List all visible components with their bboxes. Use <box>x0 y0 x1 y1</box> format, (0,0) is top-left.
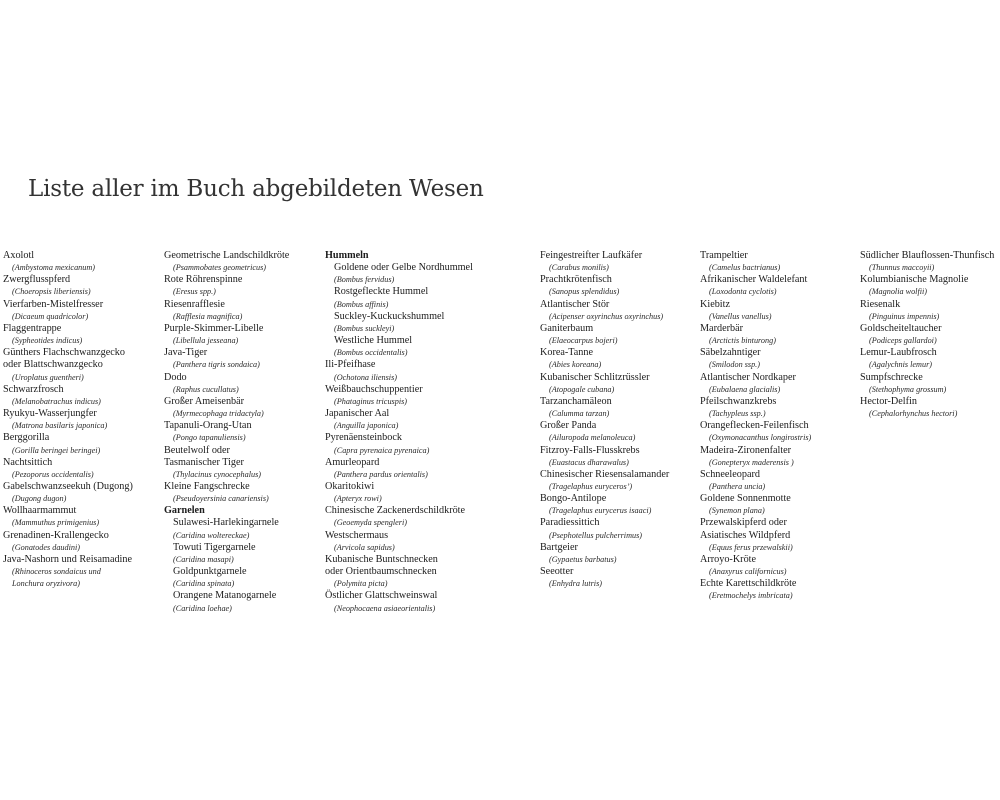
species-name: Tapanuli-Orang-Utan <box>164 420 252 432</box>
scientific-name: (Capra pyrenaica pyrenaica) <box>334 445 430 455</box>
scientific-name: (Thylacinus cynocephalus) <box>173 469 261 479</box>
species-name: Axolotl <box>3 250 35 261</box>
species-name: Goldscheiteltaucher <box>860 322 942 334</box>
scientific-name: (Pseudoyersinia canariensis) <box>173 494 269 504</box>
scientific-name: (Uroplatus guentheri) <box>12 372 84 382</box>
scientific-name: (Psammobates geometricus) <box>173 263 267 273</box>
species-name: Rostgefleckte Hummel <box>334 286 429 298</box>
species-column-4 <box>540 250 697 590</box>
scientific-name: (Tragelaphus euryceros’) <box>549 481 633 491</box>
species-name: Bartgeier <box>540 541 578 553</box>
species-name: Östlicher Glattschweinswal <box>325 590 438 602</box>
species-name: Kolumbianische Magnolie <box>860 274 969 286</box>
species-name: Orangene Matanogarnele <box>173 590 277 602</box>
species-name: Amurleopard <box>325 456 380 468</box>
scientific-name: (Gorilla beringei beringei) <box>12 445 101 455</box>
species-name: Trampeltier <box>700 250 748 261</box>
species-name: Flaggentrappe <box>3 322 62 334</box>
scientific-name: (Panthera uncia) <box>709 481 766 491</box>
scientific-name: (Psephotellus pulcherrimus) <box>549 530 643 540</box>
scientific-name: (Eresus spp.) <box>173 287 216 297</box>
scientific-name: (Acipenser oxyrinchus oxyrinchus) <box>549 311 664 321</box>
scientific-name: (Gypaetus barbatus) <box>549 554 617 564</box>
species-name: Paradiessittich <box>540 517 600 529</box>
scientific-name: (Arctictis binturong) <box>709 336 776 346</box>
scientific-name: (Bombus suckleyi) <box>334 323 395 333</box>
scientific-name: (Tachypleus ssp.) <box>709 409 766 419</box>
scientific-name: (Caridina woltereckae) <box>173 530 250 540</box>
species-name: Riesenrafflesie <box>164 298 225 310</box>
species-name: Feingestreifter Laufkäfer <box>540 250 643 261</box>
species-name: Nachtsittich <box>3 456 53 468</box>
species-name: Südlicher Blauflossen-Thunfisch <box>860 250 995 261</box>
scientific-name: (Ailuropoda melanoleuca) <box>549 433 636 443</box>
scientific-name: (Choeropsis liberiensis) <box>12 287 91 297</box>
species-name: Fitzroy-Falls-Flusskrebs <box>540 444 640 456</box>
scientific-name: (Agalychnis lemur) <box>869 360 932 370</box>
scientific-name: (Cephalorhynchus hectori) <box>869 409 958 419</box>
scientific-name: (Eubalaena glacialis) <box>709 384 781 394</box>
scientific-name: (Libellula jesseana) <box>173 336 239 346</box>
scientific-name: (Dicaeum quadricolor) <box>12 311 89 321</box>
scientific-name: (Euastacus dharawalus) <box>549 457 629 467</box>
scientific-name: (Dugong dugon) <box>12 494 67 504</box>
scientific-name: (Tragelaphus eurycerus isaaci) <box>549 506 652 516</box>
scientific-name: (Enhydra lutris) <box>549 579 602 589</box>
species-name: Purple-Skimmer-Libelle <box>164 322 264 334</box>
scientific-name: (Matrona basilaris japonica) <box>12 421 108 431</box>
species-name: Wollhaarmammut <box>3 505 77 517</box>
scientific-name: (Myrmecophaga tridactyla) <box>173 409 264 419</box>
species-name: Lemur-Laubfrosch <box>860 347 937 359</box>
scientific-name: (Elaeocarpus bojeri) <box>549 336 618 346</box>
scientific-name: (Rhinoceros sondaicus und <box>12 567 101 577</box>
scientific-name: (Bombus fervidus) <box>334 275 395 285</box>
scientific-name: (Bombus affinis) <box>334 299 389 309</box>
species-name: Weißbauchschuppentier <box>325 383 423 395</box>
scientific-name: (Gonatodes daudini) <box>12 542 80 552</box>
species-column-2 <box>164 250 322 615</box>
scientific-name: (Podiceps gallardoi) <box>869 336 937 346</box>
species-name: Prachtkrötenfisch <box>540 274 612 286</box>
species-name: Zwergflusspferd <box>3 274 71 286</box>
species-name: Bongo-Antilope <box>540 493 607 505</box>
scientific-name: (Pinguinus impennis) <box>869 311 940 321</box>
species-name: Vierfarben-Mistelfresser <box>3 298 104 310</box>
scientific-name: (Carabus monilis) <box>549 263 609 273</box>
scientific-name: (Gonepteryx maderensis ) <box>709 457 794 467</box>
species-name: Marderbär <box>700 322 743 334</box>
species-name: Riesenalk <box>860 298 901 310</box>
species-name: Berggorilla <box>3 432 50 444</box>
group-heading: Hummeln <box>325 250 369 261</box>
species-name: Schneeleopard <box>700 468 760 480</box>
species-name: Großer Panda <box>540 420 597 432</box>
scientific-name: (Ambystoma mexicanum) <box>12 263 95 273</box>
species-column-6 <box>860 250 1000 420</box>
scientific-name: (Equus ferus przewalskii) <box>709 542 793 552</box>
species-name: Atlantischer Stör <box>540 298 610 310</box>
species-name: Hector-Delfin <box>860 395 917 407</box>
species-name: Großer Ameisenbär <box>164 395 245 407</box>
species-name: Towuti Tigergarnele <box>173 541 256 553</box>
scientific-name: (Mammuthus primigenius) <box>12 518 100 528</box>
scientific-name: (Anaxyrus californicus) <box>709 567 787 577</box>
species-column-1 <box>3 250 161 590</box>
scientific-name: (Camelus bactrianus) <box>709 263 781 273</box>
species-name: Westliche Hummel <box>334 335 413 347</box>
species-name: Rote Röhrenspinne <box>164 274 243 286</box>
species-name: Java-Nashorn und Reisamadine <box>3 553 133 565</box>
scientific-name: (Stethophyma grossum) <box>869 384 947 394</box>
scientific-name: (Caridina spinata) <box>173 579 235 589</box>
species-name: Kiebitz <box>700 298 730 310</box>
species-name: Afrikanischer Waldelefant <box>700 274 808 286</box>
species-name: Tarzanchamäleon <box>540 395 612 407</box>
scientific-name: (Atopogale cubana) <box>549 384 615 394</box>
species-name: Sulawesi-Harlekingarnele <box>173 517 279 529</box>
species-name: Gabelschwanzseekuh (Dugong) <box>3 480 133 492</box>
scientific-name: (Ochotona iliensis) <box>334 372 397 382</box>
scientific-name: (Caridina masapi) <box>173 554 234 564</box>
species-name: Japanischer Aal <box>325 408 390 420</box>
scientific-name: (Apteryx rowi) <box>334 494 382 504</box>
scientific-name: (Thunnus maccoyii) <box>869 263 935 273</box>
scientific-name: (Bombus occidentalis) <box>334 348 408 358</box>
scientific-name: (Melanobatrachus indicus) <box>12 396 101 406</box>
species-name: Westschermaus <box>325 529 389 541</box>
species-name: Tasmanischer Tiger <box>164 456 244 468</box>
species-name: oder Blattschwanzgecko <box>3 359 103 371</box>
species-name: Säbelzahntiger <box>700 347 761 359</box>
species-name: Ili-Pfeifhase <box>325 359 376 371</box>
species-name: Pfeilschwanzkrebs <box>700 395 777 407</box>
scientific-name: (Vanellus vanellus) <box>709 311 772 321</box>
species-name: Przewalskipferd oder <box>700 517 787 529</box>
species-name: Geometrische Landschildkröte <box>164 250 290 261</box>
species-name: Goldpunktgarnele <box>173 566 247 578</box>
scientific-name: (Caridina loehae) <box>173 603 232 613</box>
species-column-5 <box>700 250 858 603</box>
species-name: Orangeflecken-Feilenfisch <box>700 420 809 432</box>
scientific-name: (Anguilla japonica) <box>334 421 399 431</box>
species-name: Kleine Fangschrecke <box>164 480 250 492</box>
scientific-name: (Sanopus splendidus) <box>549 287 620 297</box>
scientific-name: (Smilodon ssp.) <box>709 360 760 370</box>
species-name: Madeira-Zironenfalter <box>700 444 792 456</box>
species-name: Pyrenäensteinbock <box>325 432 402 444</box>
scientific-name: (Oxymonacanthus longirostris) <box>709 433 812 443</box>
scientific-name: (Pongo tapanuliensis) <box>173 433 246 443</box>
species-name: Arroyo-Kröte <box>700 553 757 565</box>
scientific-name: Lonchura oryzivora) <box>12 579 80 589</box>
scientific-name: (Raphus cucullatus) <box>173 384 239 394</box>
species-name: Kubanischer Schlitzrüssler <box>540 371 650 383</box>
species-name: Asiatisches Wildpferd <box>700 529 791 541</box>
species-name: Günthers Flachschwanzgecko <box>3 347 125 359</box>
scientific-name: (Calumma tarzan) <box>549 409 610 419</box>
scientific-name: (Pezoporus occidentalis) <box>12 469 94 479</box>
species-name: Schwarzfrosch <box>3 383 64 395</box>
species-name: Goldene oder Gelbe Nordhummel <box>334 262 473 274</box>
scientific-name: (Phataginus tricuspis) <box>334 396 408 406</box>
species-name: Seeotter <box>540 566 574 578</box>
species-name: Goldene Sonnenmotte <box>700 493 791 505</box>
species-name: Korea-Tanne <box>540 347 594 359</box>
species-column-3 <box>325 250 537 615</box>
scientific-name: (Polymita picta) <box>334 579 388 589</box>
scientific-name: (Panthera tigris sondaica) <box>173 360 260 370</box>
species-name: oder Orientbaumschnecken <box>325 566 437 578</box>
species-name: Sumpfschrecke <box>860 371 923 383</box>
species-name: Ryukyu-Wasserjungfer <box>3 408 97 420</box>
species-name: Atlantischer Nordkaper <box>700 371 796 383</box>
species-name: Okaritokiwi <box>325 480 375 492</box>
species-name: Grenadinen-Krallengecko <box>3 529 109 541</box>
group-heading: Garnelen <box>164 505 205 517</box>
scientific-name: (Neophocaena asiaeorientalis) <box>334 603 436 613</box>
scientific-name: (Eretmochelys imbricata) <box>709 591 793 601</box>
species-name: Kubanische Buntschnecken <box>325 553 438 565</box>
scientific-name: (Loxodonta cyclotis) <box>709 287 777 297</box>
scientific-name: (Magnolia wolfii) <box>869 287 927 297</box>
species-name: Java-Tiger <box>164 347 208 359</box>
species-name: Suckley-Kuckuckshummel <box>334 310 445 322</box>
species-name: Chinesischer Riesensalamander <box>540 468 670 480</box>
scientific-name: (Abies koreana) <box>549 360 602 370</box>
species-name: Dodo <box>164 371 187 383</box>
scientific-name: (Geoemyda spengleri) <box>334 518 407 528</box>
species-name: Echte Karettschildkröte <box>700 578 797 590</box>
scientific-name: (Rafflesia magnifica) <box>173 311 243 321</box>
species-name: Chinesische Zackenerdschildkröte <box>325 505 466 517</box>
species-name: Ganiterbaum <box>540 322 594 334</box>
scientific-name: (Arvicola sapidus) <box>334 542 395 552</box>
scientific-name: (Panthera pardus orientalis) <box>334 469 428 479</box>
scientific-name: (Synemon plana) <box>709 506 765 516</box>
page-title: Liste aller im Buch abgebildeten Wesen <box>28 176 484 202</box>
scientific-name: (Sypheotides indicus) <box>12 336 83 346</box>
species-name: Beutelwolf oder <box>164 444 230 456</box>
